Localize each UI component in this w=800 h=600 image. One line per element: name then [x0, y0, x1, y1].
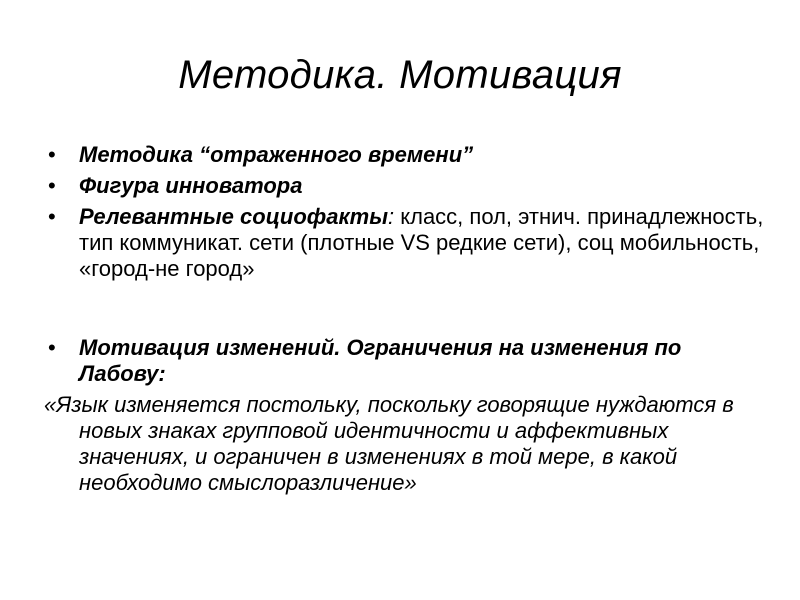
slide-content: [44, 142, 764, 496]
spacer: [44, 287, 764, 335]
bullet-item-innovator: [44, 173, 764, 199]
bullet-bold-text: Релевантные социофакты: [79, 204, 388, 229]
slide-title: Методика. Мотивация: [178, 53, 622, 97]
labov-quote: «Язык изменяется постольку, поскольку говорящие нуждаются в новых знаках групповой идентичности и аффективных значениях, и ограничен в изменениях в той мере, в какой необходимо смыслоразличение»: [44, 392, 734, 495]
bullet-text: Фигура инноватора: [79, 173, 303, 198]
bullet-icon: •: [48, 204, 56, 229]
bullet-plain-text: класс, пол, этнич. принадлежность, тип коммуникат. сети (плотные VS редкие сети), соц мобильность, «город-не город»: [79, 204, 764, 281]
bullet-item-method: [44, 142, 764, 168]
bullet-item-sociofacts: [44, 204, 764, 282]
bullet-icon: •: [48, 335, 56, 360]
bullet-item-motivation: [44, 335, 764, 387]
bullet-text: Методика “отраженного времени”: [79, 142, 474, 167]
bullet-icon: •: [48, 173, 56, 198]
bullet-colon: :: [388, 204, 395, 229]
bullet-icon: •: [48, 142, 56, 167]
bullet-text: Мотивация изменений. Ограничения на изменения по Лабову:: [79, 335, 682, 386]
